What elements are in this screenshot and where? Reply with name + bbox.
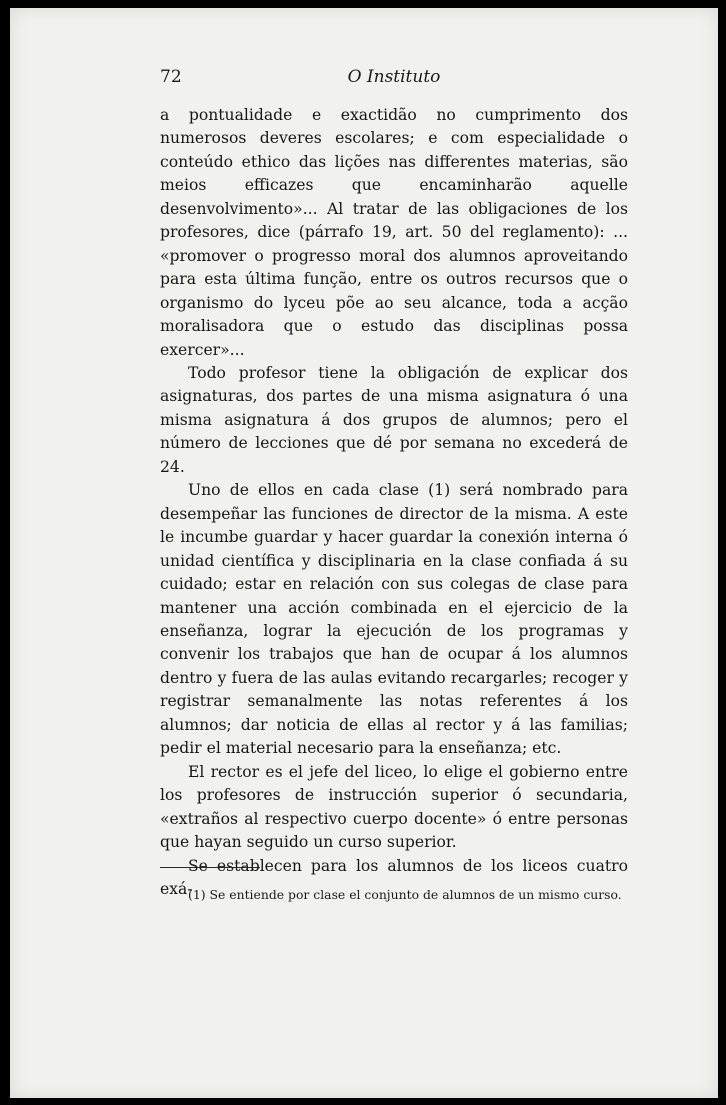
paragraph-2: Todo profesor tiene la obligación de explicar dos asignaturas, dos partes de una misma asignatura ó una misma asignatura á dos grupos de alumnos; pero el número de lecciones que dé por semana no excederá de 24. xyxy=(160,363,628,476)
paragraph-3: Uno de ellos en cada clase (1) será nombrado para desempeñar las funciones de director de la misma. A este le incumbe guardar y hacer guardar la conexión interna ó unidad científica y disciplinaria en la clase confiada á su cuidado; estar en relación con sus colegas de clase para mantener una acción combinada en el ejercicio de la enseñanza, lograr la ejecución de los programas y convenir los trabajos que han de ocupar á los alumnos dentro y fuera de las aulas evitando recargarles; recoger y registrar semanalmente las notas referentes á los alumnos; dar noticia de ellas al rector y á las familias; pedir el material necesario para la enseñanza; etc. xyxy=(160,481,628,758)
paragraph-4: El rector es el jefe del liceo, lo elige el gobierno entre los profesores de instrucción superior ó secundaria, «extraños al respectivo cuerpo docente» ó entre personas que hayan seguido un curso superior. xyxy=(160,762,628,852)
paragraph-5: Se establecen para los alumnos de los liceos cuatro exá- xyxy=(160,856,628,898)
paragraph-1: a pontualidade e exactidão no cumprimento dos numerosos deveres escolares; e com especialidade o conteúdo ethico das lições nas differentes materias, são meios efficazes que encaminharão aquelle desenvolvimento»... Al tratar de las obligaciones de los profesores, dice (párrafo 19, art. 50 del reglamento): ... «promover o progresso moral dos alumnos aproveitando para esta última função, entre os outros recursos que o organismo do lyceu põe ao seu alcance, toda a acção moralisadora que o estudo das disciplinas possa exercer»... xyxy=(160,106,628,359)
footnote-rule xyxy=(160,867,260,868)
page-body xyxy=(160,104,628,901)
page-number: 72 xyxy=(160,67,182,87)
footnote: (1) Se entiende por clase el conjunto de alumnos de un mismo curso. xyxy=(188,887,622,902)
running-title: O Instituto xyxy=(347,67,441,87)
page-header xyxy=(160,67,628,91)
